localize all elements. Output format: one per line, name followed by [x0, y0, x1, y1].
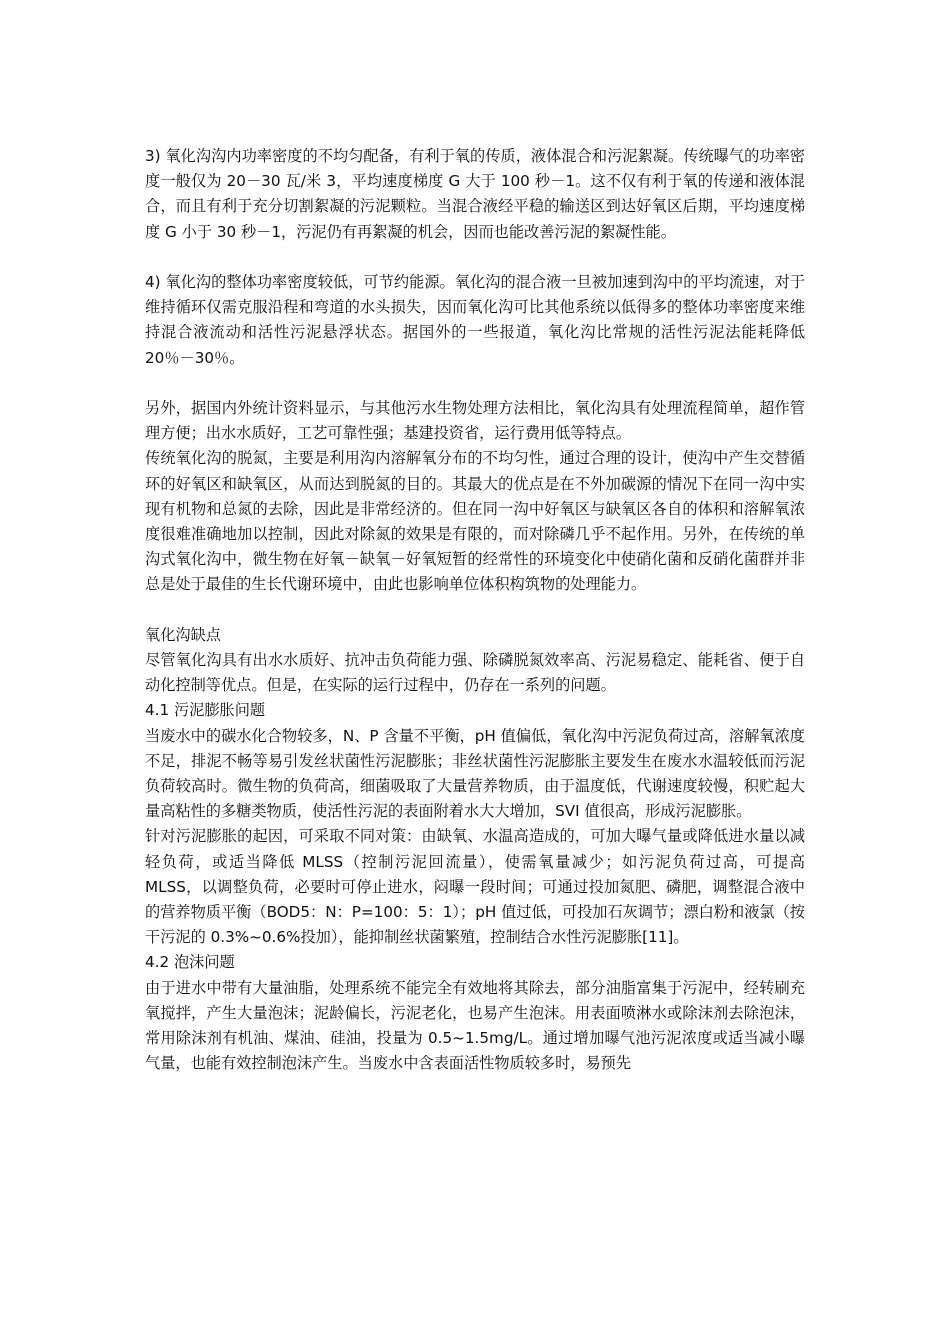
paragraph-foam: 由于进水中带有大量油脂，处理系统不能完全有效地将其除去，部分油脂富集于污泥中，经转刷充氧搅拌，产生大量泡沫；泥龄偏长，污泥老化，也易产生泡沫。用表面喷淋水或除沫剂去除泡沫，常用除沫剂有机油、煤油、硅油，投量为 0.5~1.5mg/L。通过增加曝气池污泥浓度或适当减小曝气量，也能有效控制泡沫产生。当废水中含表面活性物质较多时，易预先	[145, 978, 805, 1073]
subheading-foam: 4.2 泡沫问题	[145, 953, 235, 972]
section-heading-drawbacks: 氧化沟缺点	[145, 625, 221, 644]
paragraph-sludge-bulking-measures: 针对污泥膨胀的起因，可采取不同对策：由缺氧、水温高造成的，可加大曝气量或降低进水量以减轻负荷，或适当降低 MLSS（控制污泥回流量），使需氧量减少；如污泥负荷过高，可提高 MLSS，以调整负荷，必要时可停止进水，闷曝一段时间；可通过投加氮肥、磷肥，调整混合液中的营养物质平衡（BOD5：N：P=100：5：1）；pH 值过低，可投加石灰调节；漂白粉和液氯（按干污泥的 0.3%~0.6%投加），能抑制丝状菌繁殖，控制结合水性污泥膨胀[11]。	[145, 827, 805, 947]
paragraph-drawbacks-intro: 尽管氧化沟具有出水水质好、抗冲击负荷能力强、除磷脱氮效率高、污泥易稳定、能耗省、便于自动化控制等优点。但是，在实际的运行过程中，仍存在一系列的问题。	[145, 651, 805, 695]
paragraph-sludge-bulking-cause: 当废水中的碳水化合物较多，N、P 含量不平衡，pH 值偏低，氧化沟中污泥负荷过高，溶解氧浓度不足，排泥不畅等易引发丝状菌性污泥膨胀；非丝状菌性污泥膨胀主要发生在废水水温较低而污泥负荷较高时。微生物的负荷高，细菌吸取了大量营养物质，由于温度低，代谢速度较慢，积贮起大量高粘性的多糖类物质，使活性污泥的表面附着水大大增加，SVI 值很高，形成污泥膨胀。	[145, 726, 805, 821]
paragraph-spacer	[145, 245, 805, 270]
document-page	[145, 144, 805, 1076]
paragraph-spacer	[145, 371, 805, 396]
paragraph-denitrification: 传统氧化沟的脱氮，主要是利用沟内溶解氧分布的不均匀性，通过合理的设计，使沟中产生交替循环的好氧区和缺氧区，从而达到脱氮的目的。其最大的优点是在不外加碳源的情况下在同一沟中实现有机物和总氮的去除，因此是非常经济的。但在同一沟中好氧区与缺氧区各自的体积和溶解氧浓度很难准确地加以控制，因此对除氮的效果是有限的，而对除磷几乎不起作用。另外，在传统的单沟式氧化沟中，微生物在好氧－缺氧－好氧短暂的经常性的环境变化中使硝化菌和反硝化菌群并非总是处于最佳的生长代谢环境中，由此也影响单位体积构筑物的处理能力。	[145, 449, 805, 594]
paragraph-point-4: 4) 氧化沟的整体功率密度较低，可节约能源。氧化沟的混合液一旦被加速到沟中的平均流速，对于维持循环仅需克服沿程和弯道的水头损失，因而氧化沟可比其他系统以低得多的整体功率密度来维持混合液流动和活性污泥悬浮状态。据国外的一些报道，氧化沟比常规的活性污泥法能耗降低 20％－30％。	[145, 273, 805, 367]
paragraph-summary: 另外，据国内外统计资料显示，与其他污水生物处理方法相比，氧化沟具有处理流程简单，超作管理方便；出水水质好，工艺可靠性强；基建投资省，运行费用低等特点。	[145, 399, 805, 443]
subheading-sludge-bulking: 4.1 污泥膨胀问题	[145, 701, 266, 720]
paragraph-spacer	[145, 598, 805, 623]
paragraph-point-3: 3) 氧化沟沟内功率密度的不均匀配备，有利于氧的传质，液体混合和污泥絮凝。传统曝气的功率密度一般仅为 20－30 瓦/米 3，平均速度梯度 G 大于 100 秒－1。这不仅有利于氧的传递和液体混合，而且有利于充分切割絮凝的污泥颗粒。当混合液经平稳的输送区到达好氧区后期，平均速度梯度 G 小于 30 秒－1，污泥仍有再絮凝的机会，因而也能改善污泥的絮凝性能。	[145, 147, 805, 241]
